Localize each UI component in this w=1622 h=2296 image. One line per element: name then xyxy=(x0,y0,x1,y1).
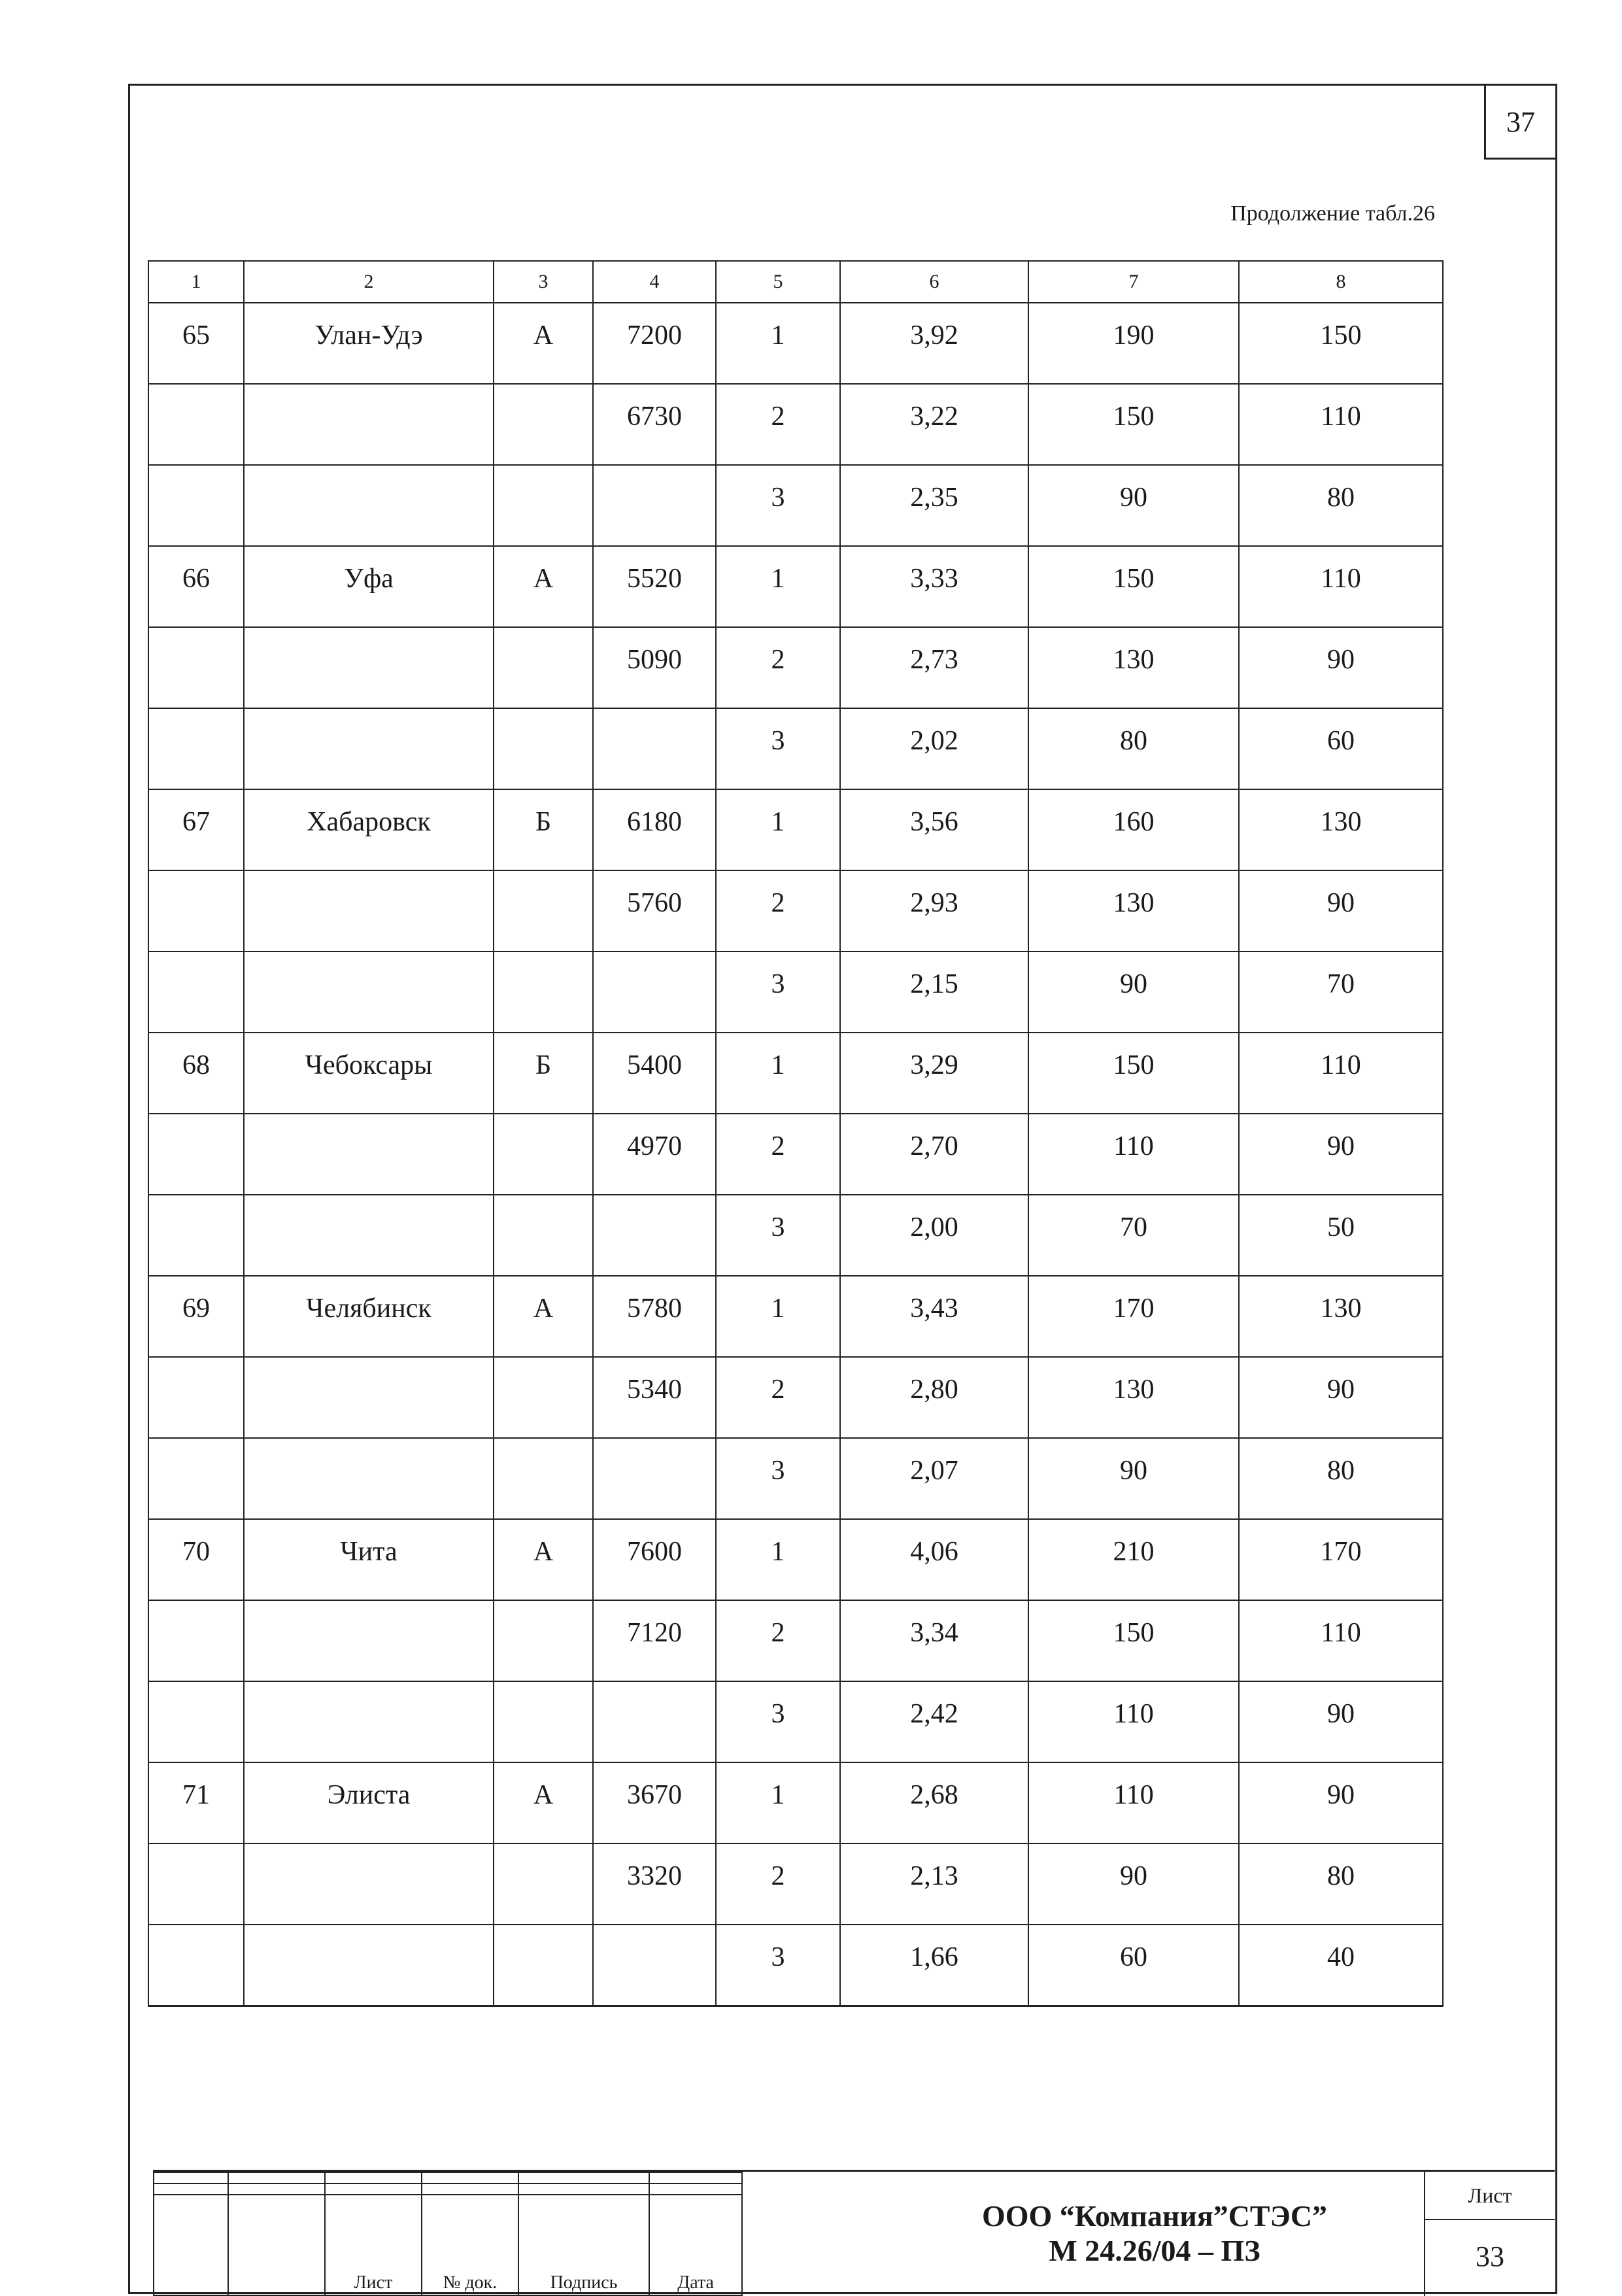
table-cell: 90 xyxy=(1028,1843,1239,1925)
table-cell: Чебоксары xyxy=(244,1033,494,1114)
table-cell: 90 xyxy=(1028,465,1239,546)
page-number: 37 xyxy=(1484,84,1557,160)
table-row xyxy=(148,465,1443,546)
table-cell: 2,68 xyxy=(840,1762,1028,1843)
table-cell xyxy=(148,1843,244,1925)
table-cell: А xyxy=(494,1519,593,1600)
table-cell: 7200 xyxy=(593,303,716,384)
table-cell: 1 xyxy=(716,546,840,627)
table-cell: 3 xyxy=(716,1925,840,2006)
table-cell: 90 xyxy=(1028,951,1239,1033)
table-row xyxy=(148,708,1443,789)
table-cell: 50 xyxy=(1239,1195,1443,1276)
column-number-row xyxy=(148,261,1443,303)
table-cell xyxy=(494,708,593,789)
table-cell xyxy=(494,1357,593,1438)
table-cell xyxy=(244,384,494,465)
table-cell: 110 xyxy=(1239,1600,1443,1681)
table-cell: 90 xyxy=(1239,627,1443,708)
table-cell: 2,93 xyxy=(840,870,1028,951)
table-cell: 80 xyxy=(1239,465,1443,546)
table-cell: 6180 xyxy=(593,789,716,870)
table-cell: 3,33 xyxy=(840,546,1028,627)
sheet-label: Лист xyxy=(1425,2172,1555,2220)
table-cell: 2 xyxy=(716,1357,840,1438)
table-cell: 70 xyxy=(1239,951,1443,1033)
table-cell: 2 xyxy=(716,384,840,465)
table-cell: 1 xyxy=(716,1762,840,1843)
table-cell: 3,29 xyxy=(840,1033,1028,1114)
table-cell: 1 xyxy=(716,1519,840,1600)
table-row xyxy=(148,951,1443,1033)
table-cell: 5400 xyxy=(593,1033,716,1114)
table-cell: 4,06 xyxy=(840,1519,1028,1600)
table-row xyxy=(148,303,1443,384)
table-cell: 1 xyxy=(716,1276,840,1357)
table-cell: 1,66 xyxy=(840,1925,1028,2006)
table-cell: 68 xyxy=(148,1033,244,1114)
table-cell: 2 xyxy=(716,1843,840,1925)
signature-label xyxy=(228,2195,325,2295)
document-code: М 24.26/04 – ПЗ xyxy=(1049,2234,1260,2267)
table-cell: 7600 xyxy=(593,1519,716,1600)
table-cell: 2 xyxy=(716,1600,840,1681)
table-cell: 2,13 xyxy=(840,1843,1028,1925)
sheet-block xyxy=(1424,2172,1555,2296)
table-cell: 5520 xyxy=(593,546,716,627)
sheet-number: 33 xyxy=(1476,2240,1504,2272)
signature-label: № док. xyxy=(422,2195,518,2295)
table-cell xyxy=(244,1195,494,1276)
table-cell: 70 xyxy=(148,1519,244,1600)
table-cell: 60 xyxy=(1239,708,1443,789)
table-cell: 90 xyxy=(1028,1438,1239,1519)
table-row xyxy=(148,1843,1443,1925)
table-cell: А xyxy=(494,1276,593,1357)
table-row xyxy=(148,1114,1443,1195)
table-cell xyxy=(244,627,494,708)
column-header: 6 xyxy=(840,261,1028,303)
table-cell: 65 xyxy=(148,303,244,384)
table-cell xyxy=(494,384,593,465)
table-cell: 150 xyxy=(1239,303,1443,384)
table-cell: А xyxy=(494,546,593,627)
table-cell: 1 xyxy=(716,303,840,384)
table-cell xyxy=(494,1114,593,1195)
table-cell xyxy=(244,1357,494,1438)
table-cell: Хабаровск xyxy=(244,789,494,870)
table-cell: 3,22 xyxy=(840,384,1028,465)
table-cell: 110 xyxy=(1239,384,1443,465)
table-cell: 67 xyxy=(148,789,244,870)
table-cell xyxy=(244,870,494,951)
table-cell: 5760 xyxy=(593,870,716,951)
table-cell xyxy=(148,627,244,708)
signature-label: Дата xyxy=(649,2195,742,2295)
table-cell: 130 xyxy=(1239,1276,1443,1357)
table-cell xyxy=(148,1681,244,1762)
table-cell: 2,02 xyxy=(840,708,1028,789)
table-cell: 2,15 xyxy=(840,951,1028,1033)
table-row xyxy=(148,870,1443,951)
table-cell: 69 xyxy=(148,1276,244,1357)
table-cell: 90 xyxy=(1239,870,1443,951)
table-row xyxy=(148,627,1443,708)
table-cell xyxy=(148,1114,244,1195)
table-cell: 80 xyxy=(1239,1843,1443,1925)
table-cell: 110 xyxy=(1239,1033,1443,1114)
table-cell: 3,56 xyxy=(840,789,1028,870)
title-block xyxy=(153,2170,1555,2294)
table-cell xyxy=(593,1438,716,1519)
table-cell: 190 xyxy=(1028,303,1239,384)
table-cell: Б xyxy=(494,1033,593,1114)
table-cell: 2,80 xyxy=(840,1357,1028,1438)
table-cell: 66 xyxy=(148,546,244,627)
table-cell xyxy=(494,1195,593,1276)
table-cell: Челябинск xyxy=(244,1276,494,1357)
table-cell xyxy=(148,870,244,951)
table-cell: Уфа xyxy=(244,546,494,627)
table-cell: 130 xyxy=(1028,1357,1239,1438)
table-cell xyxy=(148,1357,244,1438)
table-cell: Чита xyxy=(244,1519,494,1600)
signature-label: Подпись xyxy=(518,2195,649,2295)
data-table xyxy=(148,260,1444,2007)
column-header: 3 xyxy=(494,261,593,303)
table-cell: 3,92 xyxy=(840,303,1028,384)
table-row xyxy=(148,1357,1443,1438)
table-cell: 130 xyxy=(1028,870,1239,951)
table-cell: 2,00 xyxy=(840,1195,1028,1276)
table-cell: 60 xyxy=(1028,1925,1239,2006)
table-cell xyxy=(244,465,494,546)
table-cell xyxy=(494,1438,593,1519)
table-row xyxy=(148,1519,1443,1600)
table-cell xyxy=(494,1600,593,1681)
table-cell xyxy=(148,465,244,546)
table-cell: 170 xyxy=(1239,1519,1443,1600)
table-cell xyxy=(148,1195,244,1276)
table-cell: 3,43 xyxy=(840,1276,1028,1357)
signature-label: Лист xyxy=(325,2195,422,2295)
table-cell xyxy=(494,951,593,1033)
table-row xyxy=(148,1681,1443,1762)
table-cell xyxy=(593,951,716,1033)
table-cell xyxy=(148,1925,244,2006)
column-header: 4 xyxy=(593,261,716,303)
column-header: 1 xyxy=(148,261,244,303)
table-cell: 2 xyxy=(716,1114,840,1195)
table-cell xyxy=(593,708,716,789)
table-cell: 5780 xyxy=(593,1276,716,1357)
table-cell xyxy=(244,708,494,789)
table-row xyxy=(148,384,1443,465)
table-cell xyxy=(244,1925,494,2006)
table-cell: 2 xyxy=(716,627,840,708)
table-cell xyxy=(494,465,593,546)
table-cell: 90 xyxy=(1239,1357,1443,1438)
table-cell: 3 xyxy=(716,1681,840,1762)
table-cell: 2,70 xyxy=(840,1114,1028,1195)
column-header: 8 xyxy=(1239,261,1443,303)
table-cell: 70 xyxy=(1028,1195,1239,1276)
table-cell: 71 xyxy=(148,1762,244,1843)
table-cell: 150 xyxy=(1028,1033,1239,1114)
table-cell: 150 xyxy=(1028,384,1239,465)
table-cell xyxy=(494,1925,593,2006)
table-cell: 110 xyxy=(1028,1681,1239,1762)
table-cell xyxy=(244,1681,494,1762)
table-cell xyxy=(494,627,593,708)
table-cell: 1 xyxy=(716,789,840,870)
table-cell: 6730 xyxy=(593,384,716,465)
table-cell: 2,07 xyxy=(840,1438,1028,1519)
table-row xyxy=(148,1762,1443,1843)
signature-label xyxy=(154,2195,228,2295)
table-cell: 2,42 xyxy=(840,1681,1028,1762)
table-cell: 80 xyxy=(1028,708,1239,789)
table-cell: 40 xyxy=(1239,1925,1443,2006)
table-cell xyxy=(148,1600,244,1681)
table-cell xyxy=(244,1843,494,1925)
table-cell: 170 xyxy=(1028,1276,1239,1357)
table-cell: 3 xyxy=(716,1438,840,1519)
table-cell xyxy=(244,1600,494,1681)
table-row xyxy=(148,1276,1443,1357)
table-cell xyxy=(148,1438,244,1519)
signature-grid xyxy=(153,2172,743,2296)
table-cell: 3 xyxy=(716,708,840,789)
table-cell xyxy=(148,708,244,789)
table-cell xyxy=(593,465,716,546)
table-cell: 1 xyxy=(716,1033,840,1114)
table-cell: 2,73 xyxy=(840,627,1028,708)
table-row xyxy=(148,1438,1443,1519)
table-row xyxy=(148,1925,1443,2006)
table-cell xyxy=(494,1843,593,1925)
table-cell: 3670 xyxy=(593,1762,716,1843)
table-cell: 150 xyxy=(1028,1600,1239,1681)
table-cell: 3 xyxy=(716,1195,840,1276)
table-cell: 5090 xyxy=(593,627,716,708)
column-header: 2 xyxy=(244,261,494,303)
table-cell: 160 xyxy=(1028,789,1239,870)
table-row xyxy=(148,789,1443,870)
table-cell: 130 xyxy=(1028,627,1239,708)
table-cell: 90 xyxy=(1239,1681,1443,1762)
table-row xyxy=(148,1033,1443,1114)
table-cell: 3 xyxy=(716,465,840,546)
table-cell xyxy=(244,1438,494,1519)
table-cell xyxy=(244,1114,494,1195)
table-cell: 7120 xyxy=(593,1600,716,1681)
table-row xyxy=(148,1600,1443,1681)
table-body xyxy=(148,303,1443,2006)
table-cell xyxy=(593,1681,716,1762)
table-cell: 110 xyxy=(1028,1114,1239,1195)
table-cell: 110 xyxy=(1028,1762,1239,1843)
table-cell xyxy=(494,1681,593,1762)
table-cell: 3 xyxy=(716,951,840,1033)
table-cell: 3320 xyxy=(593,1843,716,1925)
table-cell: 2 xyxy=(716,870,840,951)
table-cell xyxy=(494,870,593,951)
table-cell: 150 xyxy=(1028,546,1239,627)
table-cell: 5340 xyxy=(593,1357,716,1438)
table-cell: А xyxy=(494,1762,593,1843)
table-cell: А xyxy=(494,303,593,384)
table-row xyxy=(148,1195,1443,1276)
table-cell xyxy=(148,951,244,1033)
table-caption: Продолжение табл.26 xyxy=(1230,201,1435,226)
table-cell: 90 xyxy=(1239,1114,1443,1195)
table-cell: 130 xyxy=(1239,789,1443,870)
table-cell: Элиста xyxy=(244,1762,494,1843)
table-cell xyxy=(244,951,494,1033)
table-cell: 110 xyxy=(1239,546,1443,627)
table-cell xyxy=(593,1925,716,2006)
table-cell: Б xyxy=(494,789,593,870)
table-cell xyxy=(148,384,244,465)
table-cell: 210 xyxy=(1028,1519,1239,1600)
table-cell: 4970 xyxy=(593,1114,716,1195)
table-cell: 90 xyxy=(1239,1762,1443,1843)
table-cell: 3,34 xyxy=(840,1600,1028,1681)
company-name: ООО “Компания”СТЭС” xyxy=(981,2199,1328,2233)
table-cell: 2,35 xyxy=(840,465,1028,546)
table-cell xyxy=(593,1195,716,1276)
table-cell: Улан-Удэ xyxy=(244,303,494,384)
column-header: 5 xyxy=(716,261,840,303)
table-row xyxy=(148,546,1443,627)
column-header: 7 xyxy=(1028,261,1239,303)
table-cell: 80 xyxy=(1239,1438,1443,1519)
